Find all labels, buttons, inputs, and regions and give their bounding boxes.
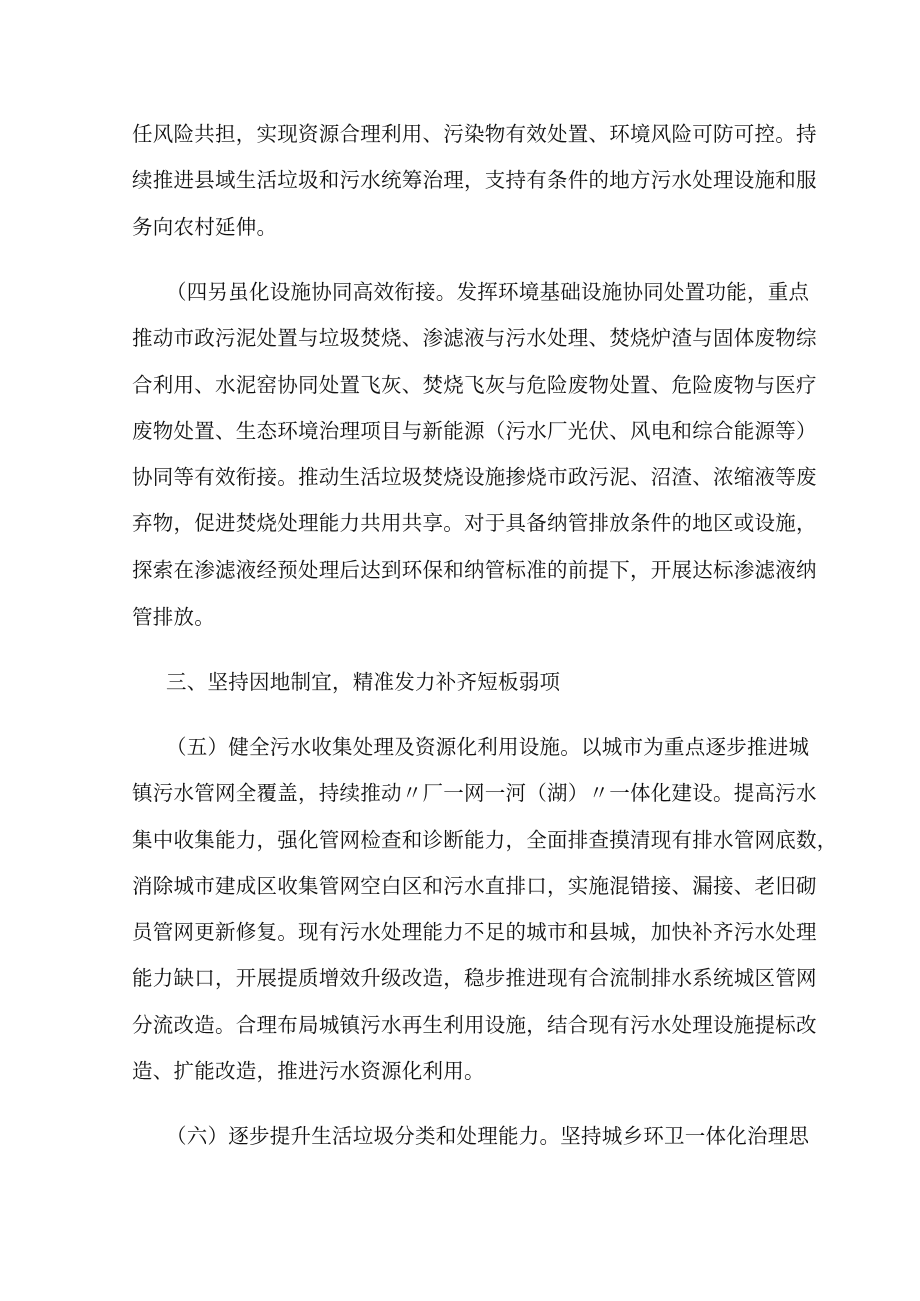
text-line: （四另虽化设施协同高效衔接。发挥环境基础设施协同处置功能，重点 xyxy=(166,280,810,304)
text-line: 务向农村延伸。 xyxy=(132,215,278,239)
text-line: 续推进县域生活垃圾和污水统筹治理，支持有条件的地方污水处理设施和服 xyxy=(132,168,817,192)
text-line: 造、扩能改造，推进污水资源化利用。 xyxy=(132,1059,485,1083)
text-line: 分流改造。合理布局城镇污水再生利用设施，结合现有污水处理设施提标改 xyxy=(132,1013,817,1037)
text-line: 镇污水管网全覆盖，持续推动〃厂一网一河（湖）〃一体化建设。提高污水 xyxy=(132,781,817,805)
text-line: 任风险共担，实现资源合理利用、污染物有效处置、环境风险可防可控。持 xyxy=(132,122,817,146)
text-line: 协同等有效衔接。推动生活垃圾焚烧设施掺烧市政污泥、沼渣、浓缩液等废 xyxy=(132,465,817,489)
text-line: 能力缺口，开展提质增效升级改造，稳步推进现有合流制排水系统城区管网 xyxy=(132,966,817,990)
text-line: 推动市政污泥处置与垃圾焚烧、渗滤液与污水处理、焚烧炉渣与固体废物综 xyxy=(132,326,817,350)
text-line: （六）逐步提升生活垃圾分类和处理能力。坚持城乡环卫一体化治理思 xyxy=(166,1124,810,1148)
text-line: 管排放。 xyxy=(132,605,215,629)
text-line: 合利用、水泥窑协同处置飞灰、焚烧飞灰与危险废物处置、危险废物与医疗 xyxy=(132,373,817,397)
text-line: 废物处置、生态环境治理项目与新能源（污水厂光伏、风电和综合能源等） xyxy=(132,419,817,443)
text-line: 探索在渗滤液经预处理后达到环保和纳管标准的前提下，开展达标渗滤液纳 xyxy=(132,558,817,582)
heading-text: 三、坚持因地制宜，精准发力补齐短板弱项 xyxy=(166,670,561,694)
text-line: （五）健全污水收集处理及资源化利用设施。以城市为重点逐步推进城 xyxy=(166,735,810,759)
text-line: 集中收集能力，强化管网检查和诊断能力，全面排查摸清现有排水管网底数， xyxy=(132,828,838,852)
text-line: 弃物，促进焚烧处理能力共用共享。对于具备纳管排放条件的地区或设施， xyxy=(132,511,817,535)
text-line: 员管网更新修复。现有污水处理能力不足的城市和县城，加快补齐污水处理 xyxy=(132,920,817,944)
text-line: 消除城市建成区收集管网空白区和污水直排口，实施混错接、漏接、老旧砌 xyxy=(132,874,817,898)
